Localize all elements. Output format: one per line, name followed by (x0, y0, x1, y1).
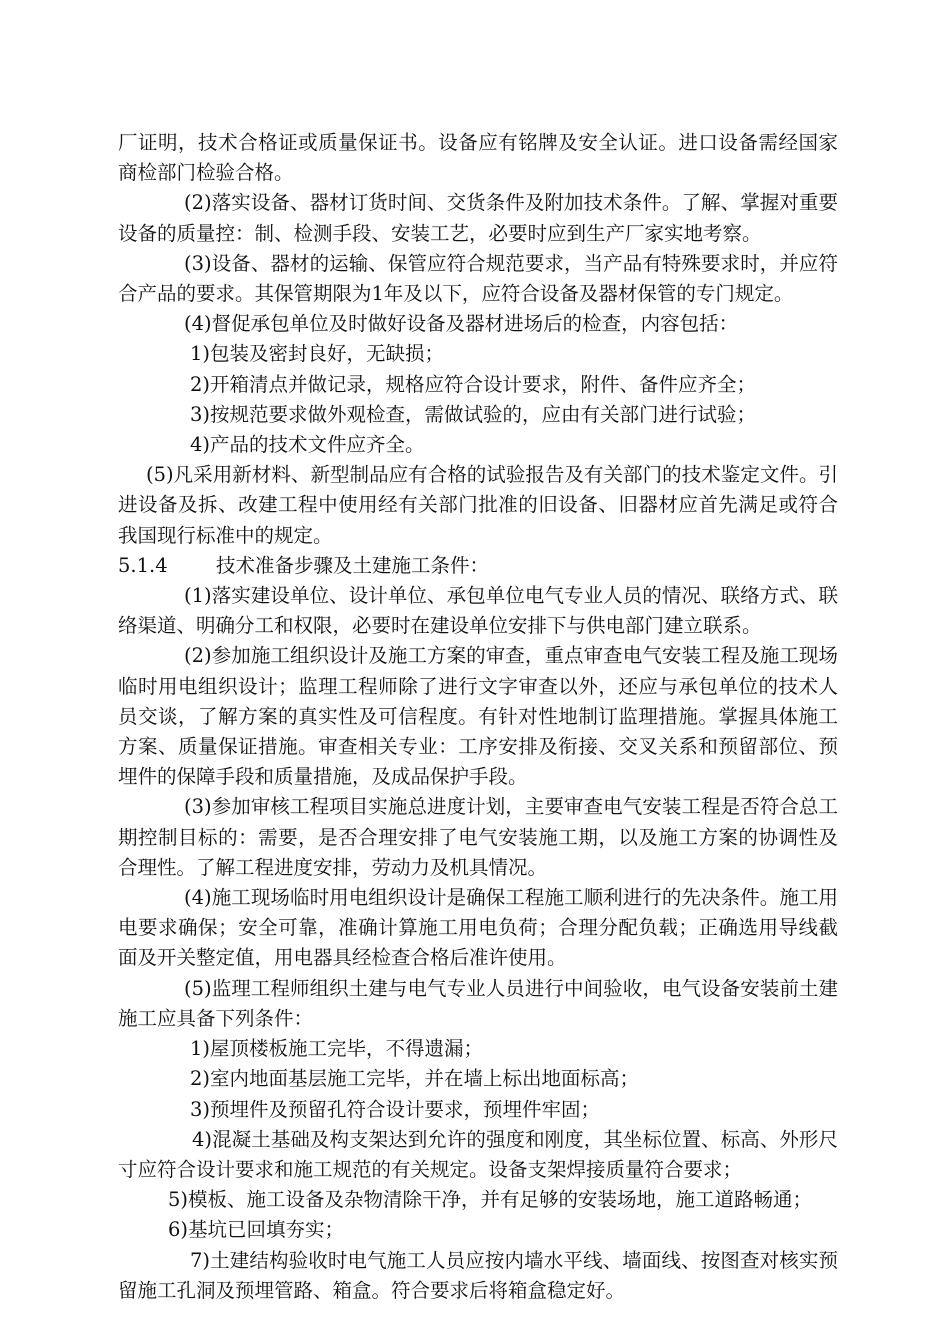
sub-item-s5-3: 3)预埋件及预留孔符合设计要求，预埋件牢固； (190, 1097, 601, 1121)
sub-item-4-3: 3)按规范要求做外观检查，需做试验的，应由有关部门进行试验； (190, 402, 757, 426)
paragraph-s5: (5)监理工程师组织土建与电气专业人员进行中间验收，电气设备安装前土建施工应具备下列条件： (118, 976, 838, 1030)
sub-item-s5-7: 7)土建结构验收时电气施工人员应按内墙水平线、墙面线、按图查对核实预留施工孔洞及预埋管路、箱盒。符合要求后将箱盒稳定好。 (118, 1248, 838, 1302)
section-title: 技术准备步骤及土建施工条件： (216, 553, 490, 577)
paragraph-item-4: (4)督促承包单位及时做好设备及器材进场后的检查，内容包括： (184, 312, 739, 336)
section-heading (118, 551, 838, 581)
section-number: 5.1.4 (118, 553, 168, 577)
paragraph-s4: (4)施工现场临时用电组织设计是确保工程施工顺利进行的先决条件。施工用电要求确保；安全可靠，准确计算施工用电负荷；合理分配负载；正确选用导线截面及开关整定值，用电器具经检查合格后准许使用。 (118, 886, 838, 970)
sub-item-4-2: 2)开箱清点并做记录，规格应符合设计要求，附件、备件应齐全； (190, 372, 757, 396)
sub-item-4-4: 4)产品的技术文件应齐全。 (190, 433, 425, 457)
paragraph-s1: (1)落实建设单位、设计单位、承包单位电气专业人员的情况、联络方式、联络渠道、明确分工和权限，必要时在建设单位安排下与供电部门建立联系。 (118, 584, 838, 638)
sub-item-s5-5: 5)模板、施工设备及杂物清除干净，并有足够的安装场地，施工道路畅通； (168, 1188, 813, 1212)
paragraph-s2: (2)参加施工组织设计及施工方案的审查，重点审查电气安装工程及施工现场临时用电组织设计；监理工程师除了进行文字审查以外，还应与承包单位的技术人员交谈，了解方案的真实性及可信程度。有针对性地制订监理措施。掌握具体施工方案、质量保证措施。审查相关专业：工序安排及衔接、交叉关系和预留部位、预埋件的保障手段和质量措施，及成品保护手段。 (118, 644, 838, 789)
paragraph-s3: (3)参加审核工程项目实施总进度计划，主要审查电气安装工程是否符合总工期控制目标的：需要，是否合理安排了电气安装施工期，以及施工方案的协调性及合理性。了解工程进度安排，劳动力及机具情况。 (118, 795, 838, 879)
sub-item-s5-6: 6)基坑已回填夯实； (168, 1218, 345, 1242)
paragraph-item-2: (2)落实设备、器材订货时间、交货条件及附加技术条件。了解、掌握对重要设备的质量控：制、检测手段、安装工艺，必要时应到生产厂家实地考察。 (118, 191, 838, 245)
sub-item-4-1: 1)包装及密封良好，无缺损； (190, 342, 445, 366)
sub-item-s5-1: 1)屋顶楼板施工完毕，不得遗漏； (190, 1037, 484, 1061)
paragraph-item-5: (5)凡采用新材料、新型制品应有合格的试验报告及有关部门的技术鉴定文件。引进设备及拆、改建工程中使用经有关部门批准的旧设备、旧器材应首先满足或符合我国现行标准中的规定。 (118, 463, 838, 547)
paragraph-continuation: 厂证明，技术合格证或质量保证书。设备应有铭牌及安全认证。进口设备需经国家商检部门检验合格。 (118, 131, 838, 185)
document-page (118, 128, 838, 1306)
sub-item-s5-2: 2)室内地面基层施工完毕，并在墙上标出地面标高； (190, 1067, 640, 1091)
paragraph-item-3: (3)设备、器材的运输、保管应符合规范要求，当产品有特殊要求时，并应符合产品的要求。其保管期限为1年及以下，应符合设备及器材保管的专门规定。 (118, 251, 838, 306)
sub-item-s5-4: 4)混凝土基础及构支架达到允许的强度和刚度，其坐标位置、标高、外形尺寸应符合设计要求和施工规范的有关规定。设备支架焊接质量符合要求； (118, 1127, 838, 1181)
